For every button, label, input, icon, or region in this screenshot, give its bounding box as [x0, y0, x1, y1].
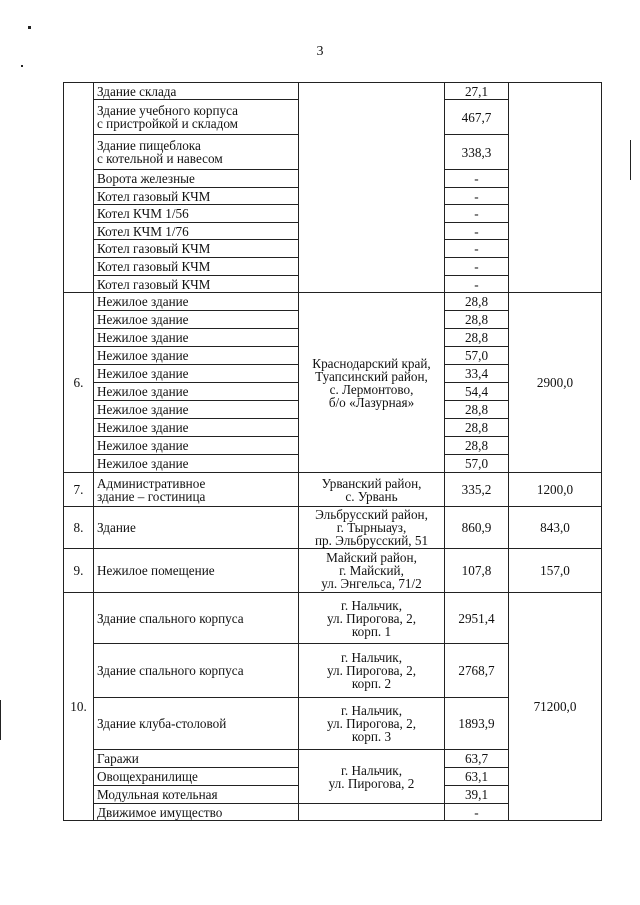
table-row: [64, 293, 602, 311]
item-area: 39,1: [445, 786, 509, 804]
item-name: Здание: [94, 507, 299, 549]
item-area: 27,1: [445, 83, 509, 100]
table-row: [64, 83, 602, 100]
item-area: 28,8: [445, 293, 509, 311]
scan-mark: [28, 26, 31, 29]
item-area: -: [445, 205, 509, 223]
item-location: г. Нальчик, ул. Пирогова, 2: [299, 750, 445, 804]
table-row: [64, 473, 602, 507]
item-area: 54,4: [445, 383, 509, 401]
item-name: Котел КЧМ 1/56: [94, 205, 299, 223]
item-location: Краснодарский край, Туапсинский район, с. Лермонтово, б/о «Лазурная»: [299, 293, 445, 473]
item-area: 63,7: [445, 750, 509, 768]
item-location: Эльбрусский район, г. Тырныауз, пр. Эльбрусский, 51: [299, 507, 445, 549]
row-number: 9.: [64, 549, 94, 593]
item-name: Движимое имущество: [94, 804, 299, 821]
item-area: 2768,7: [445, 644, 509, 698]
item-area: -: [445, 258, 509, 276]
item-area: 63,1: [445, 768, 509, 786]
item-name: Здание спального корпуса: [94, 593, 299, 644]
item-location: г. Нальчик, ул. Пирогова, 2, корп. 3: [299, 698, 445, 750]
table-row: [64, 507, 602, 549]
item-area: 860,9: [445, 507, 509, 549]
item-price: 2900,0: [509, 293, 602, 473]
item-name: Здание спального корпуса: [94, 644, 299, 698]
item-area: 467,7: [445, 100, 509, 135]
scan-mark: [0, 700, 1, 740]
item-name: Нежилое здание: [94, 347, 299, 365]
item-location: г. Нальчик, ул. Пирогова, 2, корп. 1: [299, 593, 445, 644]
item-area: 28,8: [445, 419, 509, 437]
item-name: Нежилое здание: [94, 365, 299, 383]
item-area: 338,3: [445, 135, 509, 170]
item-area: 28,8: [445, 311, 509, 329]
item-name: Ворота железные: [94, 170, 299, 188]
item-location: [299, 804, 445, 821]
item-name: Нежилое здание: [94, 311, 299, 329]
item-area: 57,0: [445, 455, 509, 473]
table-row: [64, 549, 602, 593]
item-area: -: [445, 170, 509, 188]
item-name: Административное здание – гостиница: [94, 473, 299, 507]
item-area: 28,8: [445, 401, 509, 419]
item-name: Гаражи: [94, 750, 299, 768]
item-location: г. Нальчик, ул. Пирогова, 2, корп. 2: [299, 644, 445, 698]
item-name: Здание склада: [94, 83, 299, 100]
item-name: Котел газовый КЧМ: [94, 276, 299, 293]
item-area: -: [445, 240, 509, 258]
item-name: Котел газовый КЧМ: [94, 240, 299, 258]
item-area: 1893,9: [445, 698, 509, 750]
item-name: Нежилое здание: [94, 437, 299, 455]
item-area: -: [445, 804, 509, 821]
page-number: 3: [316, 44, 324, 59]
item-area: -: [445, 188, 509, 205]
item-area: -: [445, 276, 509, 293]
item-name: Нежилое здание: [94, 419, 299, 437]
property-table: [63, 82, 602, 821]
row-number: 10.: [64, 593, 94, 821]
item-price: 843,0: [509, 507, 602, 549]
table-row: [64, 593, 602, 644]
item-name: Нежилое здание: [94, 329, 299, 347]
item-name: Здание клуба-столовой: [94, 698, 299, 750]
item-area: 28,8: [445, 329, 509, 347]
item-price: [509, 83, 602, 293]
row-number: 8.: [64, 507, 94, 549]
item-area: -: [445, 223, 509, 240]
item-area: 335,2: [445, 473, 509, 507]
item-price: 157,0: [509, 549, 602, 593]
item-name: Котел газовый КЧМ: [94, 258, 299, 276]
scan-mark: [21, 65, 23, 67]
item-price: 1200,0: [509, 473, 602, 507]
item-location: [299, 83, 445, 293]
item-name: Модульная котельная: [94, 786, 299, 804]
item-name: Овощехранилище: [94, 768, 299, 786]
item-name: Котел газовый КЧМ: [94, 188, 299, 205]
item-area: 2951,4: [445, 593, 509, 644]
item-area: 57,0: [445, 347, 509, 365]
row-number: 7.: [64, 473, 94, 507]
item-name: Котел КЧМ 1/76: [94, 223, 299, 240]
row-number: [64, 83, 94, 293]
item-name: Нежилое помещение: [94, 549, 299, 593]
item-area: 28,8: [445, 437, 509, 455]
item-name: Нежилое здание: [94, 293, 299, 311]
item-location: Майский район, г. Майский, ул. Энгельса, 71/2: [299, 549, 445, 593]
item-name: Нежилое здание: [94, 401, 299, 419]
item-name: Нежилое здание: [94, 455, 299, 473]
item-area: 33,4: [445, 365, 509, 383]
item-area: 107,8: [445, 549, 509, 593]
item-price: 71200,0: [509, 593, 602, 821]
item-location: Урванский район, с. Урвань: [299, 473, 445, 507]
item-name: Нежилое здание: [94, 383, 299, 401]
scan-mark: [630, 140, 631, 180]
item-name: Здание пищеблока с котельной и навесом: [94, 135, 299, 170]
row-number: 6.: [64, 293, 94, 473]
item-name: Здание учебного корпуса с пристройкой и складом: [94, 100, 299, 135]
